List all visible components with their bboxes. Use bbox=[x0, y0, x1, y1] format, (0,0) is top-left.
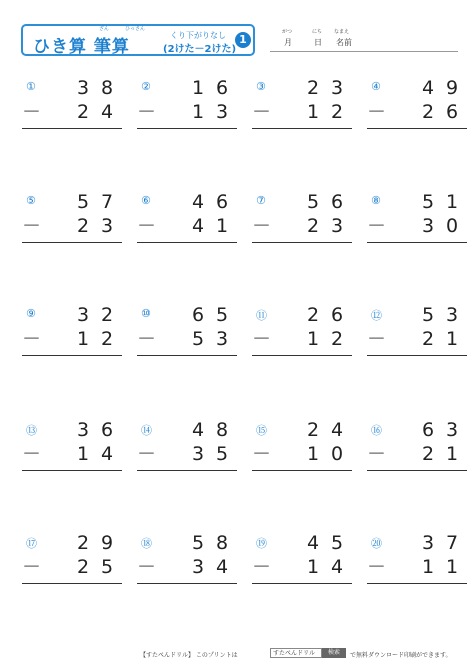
subtitle-bottom: (2けた－2けた) bbox=[163, 44, 237, 55]
minuend-digit: 4 bbox=[191, 191, 205, 213]
answer-line bbox=[367, 355, 467, 356]
sheet-number-badge: 1 bbox=[235, 32, 251, 48]
day-label: 日 bbox=[314, 38, 322, 47]
answer-line bbox=[137, 583, 237, 584]
subtrahend-digit: 3 bbox=[330, 215, 344, 237]
minuend-digit: 2 bbox=[306, 419, 320, 441]
problem-number: ⑮ bbox=[256, 424, 267, 437]
footer bbox=[0, 648, 474, 662]
minus-sign: － bbox=[22, 215, 42, 237]
problem-number: ⑬ bbox=[26, 424, 37, 437]
answer-line bbox=[367, 583, 467, 584]
subtrahend-digit: 2 bbox=[76, 556, 90, 578]
subtrahend-digit: 3 bbox=[215, 328, 229, 350]
minuend-digit: 5 bbox=[191, 532, 205, 554]
answer-line bbox=[137, 470, 237, 471]
minuend-digit: 4 bbox=[191, 419, 205, 441]
minus-sign: － bbox=[367, 328, 387, 350]
problem-number: ⑩ bbox=[141, 307, 151, 320]
subtrahend-digit: 1 bbox=[76, 328, 90, 350]
problem-11 bbox=[252, 303, 352, 363]
problem-18 bbox=[137, 531, 237, 591]
minuend-digit: 3 bbox=[76, 304, 90, 326]
subtrahend-digit: 5 bbox=[215, 443, 229, 465]
problem-number: ⑲ bbox=[256, 537, 267, 550]
subtrahend-digit: 1 bbox=[191, 101, 205, 123]
problem-20 bbox=[367, 531, 467, 591]
problem-6 bbox=[137, 190, 237, 250]
minus-sign: － bbox=[367, 443, 387, 465]
subtrahend-digit: 2 bbox=[421, 101, 435, 123]
subtrahend-digit: 1 bbox=[215, 215, 229, 237]
problem-number: ⑧ bbox=[371, 194, 381, 207]
minuend-digit: 6 bbox=[191, 304, 205, 326]
minus-sign: － bbox=[137, 328, 157, 350]
problem-number: ⑦ bbox=[256, 194, 266, 207]
footer-right-text: で無料ダウンロード印刷ができます。 bbox=[350, 652, 452, 659]
name-label: 名前 bbox=[336, 38, 352, 47]
answer-line bbox=[252, 583, 352, 584]
problem-number: ⑪ bbox=[256, 309, 267, 322]
minus-sign: － bbox=[367, 101, 387, 123]
subtrahend-digit: 2 bbox=[421, 443, 435, 465]
answer-line bbox=[252, 355, 352, 356]
minuend-digit: 1 bbox=[445, 191, 459, 213]
minus-sign: － bbox=[22, 101, 42, 123]
minuend-digit: 3 bbox=[445, 419, 459, 441]
minuend-digit: 7 bbox=[100, 191, 114, 213]
minuend-digit: 2 bbox=[100, 304, 114, 326]
answer-line bbox=[137, 355, 237, 356]
minus-sign: － bbox=[252, 556, 272, 578]
minuend-digit: 6 bbox=[421, 419, 435, 441]
name-ruby: なまえ bbox=[334, 29, 350, 35]
problem-10 bbox=[137, 303, 237, 363]
subtitle-top: くり下がりなし bbox=[170, 31, 226, 40]
minuend-digit: 8 bbox=[215, 419, 229, 441]
title-box bbox=[21, 24, 255, 56]
problem-number: ① bbox=[26, 80, 36, 93]
minus-sign: － bbox=[367, 556, 387, 578]
problem-number: ⑰ bbox=[26, 537, 37, 550]
subtrahend-digit: 4 bbox=[100, 443, 114, 465]
subtrahend-digit: 1 bbox=[76, 443, 90, 465]
minuend-digit: 9 bbox=[100, 532, 114, 554]
date-name-area bbox=[270, 28, 458, 52]
subtrahend-digit: 4 bbox=[330, 556, 344, 578]
minuend-digit: 3 bbox=[330, 77, 344, 99]
problem-17 bbox=[22, 531, 122, 591]
subtrahend-digit: 4 bbox=[191, 215, 205, 237]
subtrahend-digit: 2 bbox=[306, 215, 320, 237]
minuend-digit: 1 bbox=[191, 77, 205, 99]
problem-1 bbox=[22, 76, 122, 136]
minuend-digit: 4 bbox=[421, 77, 435, 99]
problem-12 bbox=[367, 303, 467, 363]
problem-3 bbox=[252, 76, 352, 136]
minuend-digit: 6 bbox=[215, 77, 229, 99]
answer-line bbox=[252, 242, 352, 243]
minuend-digit: 3 bbox=[76, 419, 90, 441]
subtrahend-digit: 5 bbox=[191, 328, 205, 350]
answer-line bbox=[22, 355, 122, 356]
subtrahend-digit: 6 bbox=[445, 101, 459, 123]
problem-number: ⑤ bbox=[26, 194, 36, 207]
answer-line bbox=[22, 470, 122, 471]
subtrahend-digit: 1 bbox=[421, 556, 435, 578]
minuend-digit: 6 bbox=[330, 191, 344, 213]
answer-line bbox=[137, 128, 237, 129]
month-ruby: がつ bbox=[282, 29, 293, 35]
minus-sign: － bbox=[367, 215, 387, 237]
subtrahend-digit: 4 bbox=[100, 101, 114, 123]
name-underline bbox=[270, 51, 458, 52]
subtrahend-digit: 1 bbox=[306, 556, 320, 578]
minus-sign: － bbox=[252, 443, 272, 465]
problem-13 bbox=[22, 418, 122, 478]
subtrahend-digit: 2 bbox=[100, 328, 114, 350]
problem-number: ③ bbox=[256, 80, 266, 93]
subtrahend-digit: 0 bbox=[330, 443, 344, 465]
title-ruby-zan: ざん bbox=[99, 26, 110, 32]
subtrahend-digit: 3 bbox=[421, 215, 435, 237]
minuend-digit: 5 bbox=[306, 191, 320, 213]
minuend-digit: 5 bbox=[421, 304, 435, 326]
problem-19 bbox=[252, 531, 352, 591]
subtrahend-digit: 1 bbox=[445, 328, 459, 350]
problem-number: ⑨ bbox=[26, 307, 36, 320]
answer-line bbox=[137, 242, 237, 243]
subtrahend-digit: 2 bbox=[76, 101, 90, 123]
minus-sign: － bbox=[137, 101, 157, 123]
minuend-digit: 8 bbox=[215, 532, 229, 554]
problem-8 bbox=[367, 190, 467, 250]
problem-number: ④ bbox=[371, 80, 381, 93]
footer-search-box: すたぺんドリル bbox=[270, 648, 322, 658]
problem-number: ⑳ bbox=[371, 537, 382, 550]
minuend-digit: 6 bbox=[330, 304, 344, 326]
footer-search-button: 検索 bbox=[322, 648, 346, 658]
minus-sign: － bbox=[252, 215, 272, 237]
subtrahend-digit: 4 bbox=[215, 556, 229, 578]
answer-line bbox=[22, 128, 122, 129]
page-title: ひき算 筆算 bbox=[33, 37, 130, 57]
subtrahend-digit: 1 bbox=[445, 443, 459, 465]
minuend-digit: 3 bbox=[76, 77, 90, 99]
minuend-digit: 5 bbox=[421, 191, 435, 213]
subtrahend-digit: 1 bbox=[306, 101, 320, 123]
subtrahend-digit: 1 bbox=[445, 556, 459, 578]
title-ruby-hissan: ひっさん bbox=[125, 26, 146, 32]
answer-line bbox=[252, 470, 352, 471]
problem-number: ⑭ bbox=[141, 424, 152, 437]
minuend-digit: 5 bbox=[215, 304, 229, 326]
subtrahend-digit: 2 bbox=[421, 328, 435, 350]
minus-sign: － bbox=[22, 328, 42, 350]
minus-sign: － bbox=[137, 443, 157, 465]
answer-line bbox=[22, 583, 122, 584]
answer-line bbox=[22, 242, 122, 243]
problem-number: ② bbox=[141, 80, 151, 93]
minuend-digit: 9 bbox=[445, 77, 459, 99]
minuend-digit: 4 bbox=[306, 532, 320, 554]
minuend-digit: 3 bbox=[445, 304, 459, 326]
minus-sign: － bbox=[137, 215, 157, 237]
minuend-digit: 8 bbox=[100, 77, 114, 99]
subtrahend-digit: 3 bbox=[191, 556, 205, 578]
minuend-digit: 2 bbox=[76, 532, 90, 554]
problem-number: ⑫ bbox=[371, 309, 382, 322]
minus-sign: － bbox=[252, 328, 272, 350]
subtrahend-digit: 3 bbox=[215, 101, 229, 123]
minuend-digit: 3 bbox=[421, 532, 435, 554]
subtrahend-digit: 2 bbox=[330, 101, 344, 123]
subtrahend-digit: 0 bbox=[445, 215, 459, 237]
subtrahend-digit: 2 bbox=[330, 328, 344, 350]
subtrahend-digit: 3 bbox=[191, 443, 205, 465]
problem-15 bbox=[252, 418, 352, 478]
minuend-digit: 2 bbox=[306, 304, 320, 326]
minuend-digit: 6 bbox=[215, 191, 229, 213]
subtrahend-digit: 3 bbox=[100, 215, 114, 237]
day-ruby: にち bbox=[312, 29, 323, 35]
answer-line bbox=[367, 128, 467, 129]
minuend-digit: 2 bbox=[306, 77, 320, 99]
problem-2 bbox=[137, 76, 237, 136]
problem-number: ⑥ bbox=[141, 194, 151, 207]
answer-line bbox=[252, 128, 352, 129]
minus-sign: － bbox=[252, 101, 272, 123]
problem-number: ⑯ bbox=[371, 424, 382, 437]
subtrahend-digit: 2 bbox=[76, 215, 90, 237]
problem-14 bbox=[137, 418, 237, 478]
minuend-digit: 7 bbox=[445, 532, 459, 554]
minus-sign: － bbox=[22, 443, 42, 465]
minuend-digit: 5 bbox=[330, 532, 344, 554]
minuend-digit: 6 bbox=[100, 419, 114, 441]
footer-left-text: 【すたぺんドリル】 このプリントは bbox=[140, 652, 238, 659]
problem-16 bbox=[367, 418, 467, 478]
month-label: 月 bbox=[284, 38, 292, 47]
subtrahend-digit: 1 bbox=[306, 328, 320, 350]
problem-9 bbox=[22, 303, 122, 363]
minuend-digit: 4 bbox=[330, 419, 344, 441]
minus-sign: － bbox=[137, 556, 157, 578]
problem-5 bbox=[22, 190, 122, 250]
subtrahend-digit: 5 bbox=[100, 556, 114, 578]
answer-line bbox=[367, 470, 467, 471]
minus-sign: － bbox=[22, 556, 42, 578]
minuend-digit: 5 bbox=[76, 191, 90, 213]
subtrahend-digit: 1 bbox=[306, 443, 320, 465]
problem-number: ⑱ bbox=[141, 537, 152, 550]
problem-4 bbox=[367, 76, 467, 136]
problem-7 bbox=[252, 190, 352, 250]
answer-line bbox=[367, 242, 467, 243]
